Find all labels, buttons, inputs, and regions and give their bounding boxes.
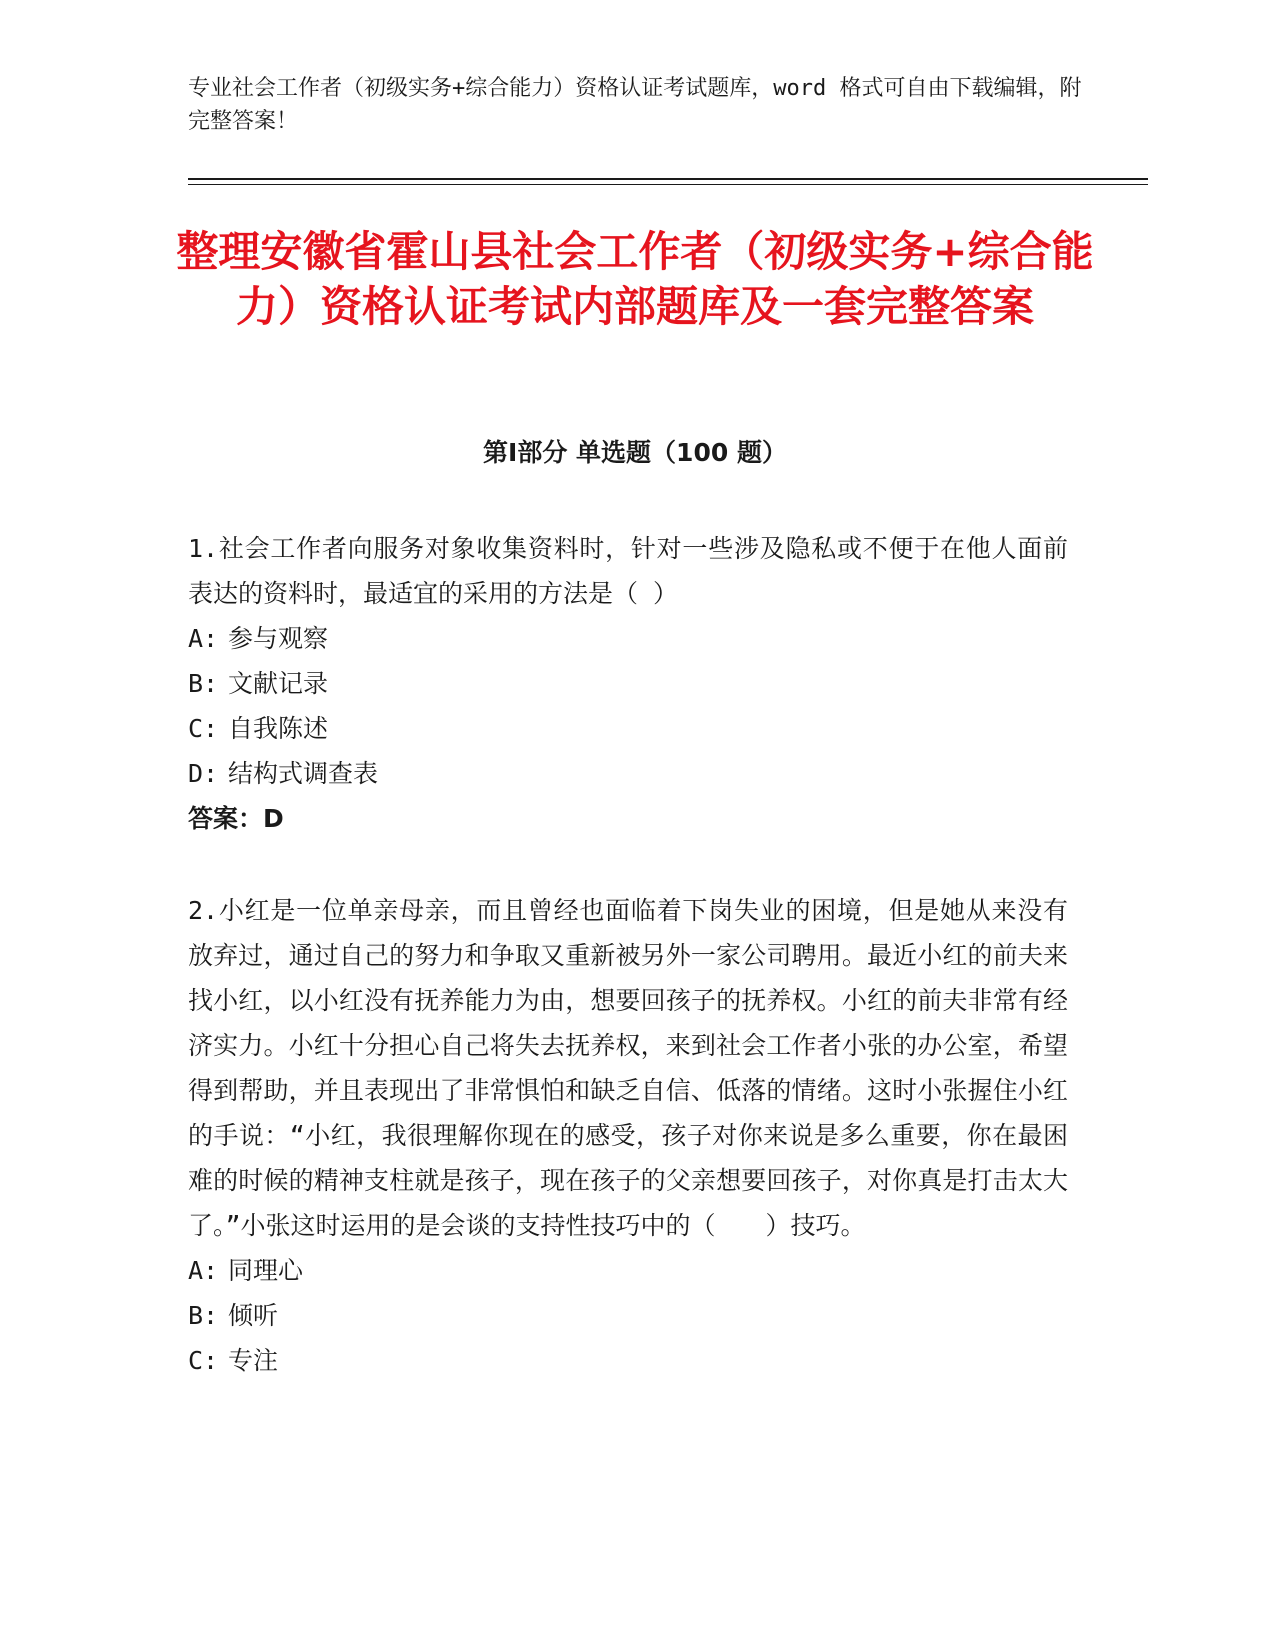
option-c xyxy=(188,706,1068,751)
option-key: D: xyxy=(188,759,219,788)
option-text: 文献记录 xyxy=(228,669,329,698)
header-note: 专业社会工作者（初级实务+综合能力）资格认证考试题库，word 格式可自由下载编辑，附完整答案！ xyxy=(188,76,1082,134)
option-text: 结构式调查表 xyxy=(228,759,379,788)
section-heading: 第Ⅰ部分 单选题（100 题） xyxy=(483,438,787,467)
option-key: B: xyxy=(188,669,219,698)
question-stem: 2.小红是一位单亲母亲，而且曾经也面临着下岗失业的困境，但是她从来没有放弃过，通过自己的努力和争取又重新被另外一家公司聘用。最近小红的前夫来找小红，以小红没有抚养能力为由，想要回孩子的抚养权。小红的前夫非常有经济实力。小红十分担心自己将失去抚养权，来到社会工作者小张的办公室，希望得到帮助，并且表现出了非常惧怕和缺乏自信、低落的情绪。这时小张握住小红的手说：“小红，我很理解你现在的感受，孩子对你来说是多么重要，你在最困难的时候的精神支柱就是孩子，现在孩子的父亲想要回孩子，对你真是打击太大了。”小张这时运用的是会谈的支持性技巧中的（ ）技巧。 xyxy=(188,896,1068,1240)
document-title: 整理安徽省霍山县社会工作者（初级实务+综合能力）资格认证考试内部题库及一套完整答案 xyxy=(176,227,1094,331)
option-text: 自我陈述 xyxy=(228,714,329,743)
option-text: 参与观察 xyxy=(228,624,329,653)
option-b xyxy=(188,1293,1068,1338)
option-b xyxy=(188,661,1068,706)
option-a xyxy=(188,1248,1068,1293)
option-key: A: xyxy=(188,1256,219,1285)
option-key: C: xyxy=(188,1346,219,1375)
option-text: 同理心 xyxy=(228,1256,304,1285)
option-d xyxy=(188,751,1068,796)
header-rule-thin xyxy=(188,184,1148,185)
header-rule-thick xyxy=(188,178,1148,180)
question-1 xyxy=(188,526,1068,842)
option-text: 专注 xyxy=(228,1346,279,1375)
option-c xyxy=(188,1338,1068,1383)
question-stem: 1.社会工作者向服务对象收集资料时，针对一些涉及隐私或不便于在他人面前表达的资料时，最适宜的采用的方法是（ ） xyxy=(188,534,1068,608)
question-2 xyxy=(188,888,1068,1383)
option-key: B: xyxy=(188,1301,219,1330)
answer-line: 答案：D xyxy=(188,804,284,833)
option-key: A: xyxy=(188,624,219,653)
option-key: C: xyxy=(188,714,219,743)
option-a xyxy=(188,616,1068,661)
option-text: 倾听 xyxy=(228,1301,279,1330)
